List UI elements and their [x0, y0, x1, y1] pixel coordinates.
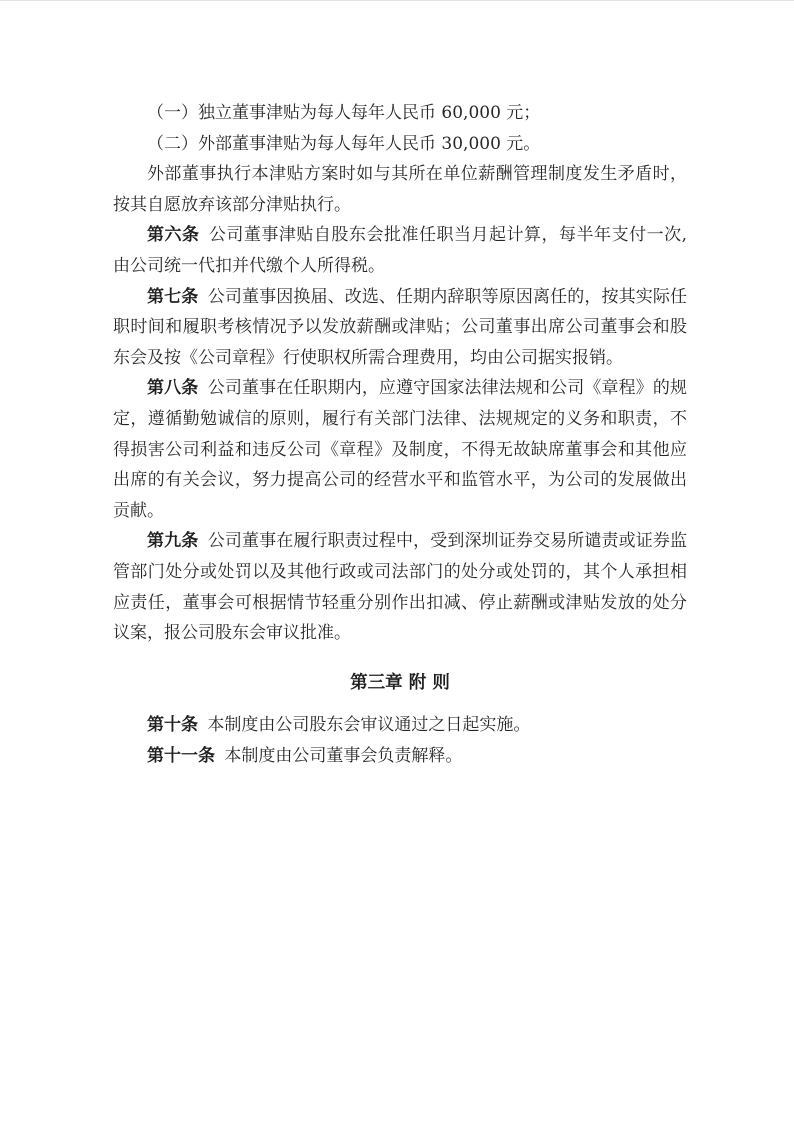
article-10 [113, 710, 687, 741]
article-11-text: 本制度由公司董事会负责解释。 [224, 745, 463, 766]
article-8-text: 公司董事在任职期内，应遵守国家法律法规和公司《章程》的规定，遵循勤勉诚信的原则，履行有关部门法律、法规规定的义务和职责，不得损害公司利益和违反公司《章程》及制度，不得无故缺席董事会和其他应出席的有关会议，努力提高公司的经营水平和监管水平，为公司的发展做出贡献。 [113, 378, 688, 521]
paragraph-external-directors: 外部董事执行本津贴方案时如与其所在单位薪酬管理制度发生矛盾时，按其自愿放弃该部分津贴执行。 [113, 164, 687, 215]
article-10-text: 本制度由公司股东会审议通过之日起实施。 [207, 715, 531, 736]
article-6-text: 公司董事津贴自股东会批准任职当月起计算，每半年支付一次,由公司统一代扣并代缴个人所得税。 [113, 225, 688, 276]
article-9-number: 第九条 [147, 531, 199, 552]
article-7-number: 第七条 [147, 286, 199, 307]
article-7-text: 公司董事因换届、改选、任期内辞职等原因离任的，按其实际任职时间和履职考核情况予以发放薪酬或津贴；公司董事出席公司董事会和股东会及按《公司章程》行使职权所需合理费用，均由公司据实报销。 [113, 286, 688, 368]
article-6-number: 第六条 [147, 225, 200, 246]
article-9-text: 公司董事在履行职责过程中，受到深圳证券交易所谴责或证券监管部门处分或处罚以及其他行政或司法部门的处分或处罚的，其个人承担相应责任，董事会可根据情节轻重分别作出扣减、停止薪酬或津贴发放的处分议案，报公司股东会审议批准。 [113, 531, 688, 644]
article-11 [113, 741, 687, 772]
list-item-1: （一）独立董事津贴为每人每年人民币 60,000 元； [147, 103, 541, 123]
document-body [113, 98, 687, 771]
article-9 [113, 526, 687, 648]
article-6 [113, 220, 687, 281]
chapter-heading: 第三章 附 则 [350, 672, 450, 693]
article-11-number: 第十一条 [147, 745, 215, 766]
article-10-number: 第十条 [147, 715, 198, 736]
article-8 [113, 373, 687, 526]
article-8-number: 第八条 [147, 378, 199, 399]
article-7 [113, 282, 687, 374]
list-item-2: （二）外部董事津贴为每人每年人民币 30,000 元。 [147, 133, 541, 154]
